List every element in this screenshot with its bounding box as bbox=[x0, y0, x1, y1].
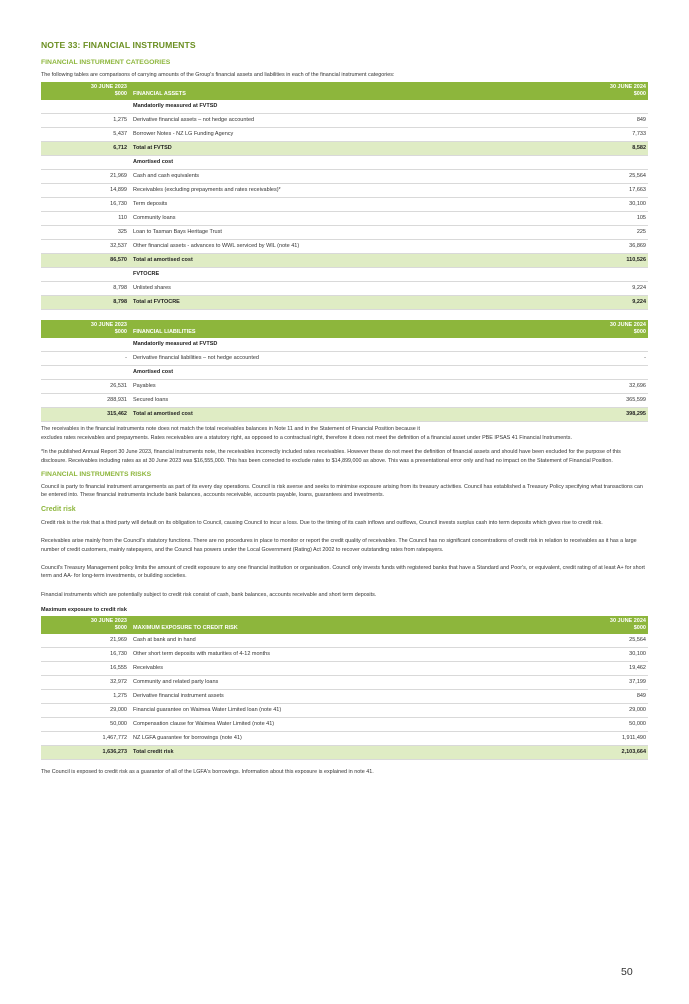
cell-label: Amortised cost bbox=[129, 156, 578, 170]
cell-label: Other short term deposits with maturities of 4-12 months bbox=[129, 648, 578, 662]
cell-current: 398,295 bbox=[578, 408, 648, 422]
cell-prior: 1,275 bbox=[41, 690, 129, 704]
table-row bbox=[41, 240, 648, 254]
credit-exposure-body bbox=[41, 634, 648, 760]
cell-current: 29,000 bbox=[578, 704, 648, 718]
table-row bbox=[41, 198, 648, 212]
cell-prior: 16,730 bbox=[41, 198, 129, 212]
cell-prior bbox=[41, 268, 129, 282]
table-row bbox=[41, 704, 648, 718]
cell-prior: 5,437 bbox=[41, 128, 129, 142]
cell-label: Cash at bank and in hand bbox=[129, 634, 578, 648]
cell-current: 9,224 bbox=[578, 296, 648, 310]
cell-current: 17,663 bbox=[578, 184, 648, 198]
total-row bbox=[41, 142, 648, 156]
cell-label: Other financial assets - advances to WWL serviced by WIL (note 41) bbox=[129, 240, 578, 254]
table-row bbox=[41, 662, 648, 676]
cell-label: Total at amortised cost bbox=[129, 408, 578, 422]
col-header-current bbox=[578, 320, 648, 338]
cell-label: Total at FVTSD bbox=[129, 142, 578, 156]
col-header-current bbox=[578, 82, 648, 100]
col-header-current-unit: $000 bbox=[633, 91, 646, 98]
cell-current: 25,564 bbox=[578, 170, 648, 184]
subheading-row bbox=[41, 366, 648, 380]
receivables-note-line1: The receivables in the financial instruments note does not match the total receivables balances in Note 11 and in the Statement of Financial Position because it bbox=[41, 426, 420, 433]
cell-prior bbox=[41, 156, 129, 170]
table-row bbox=[41, 184, 648, 198]
asterisk-note: *In the published Annual Report 30 June 2023, financial instruments note, the receivables incorrectly included rates receivables. However these do not meet the definition of financial assets and should have been excluded for the purpose of this disclosure. Receivables including rates as at 30 June 2023 was $16,555,000. This has been corrected to exclude rates to $14,899,000 as above. This was a presentational error only and had no impact on the Statement of Financial Position. bbox=[41, 449, 621, 464]
cell-prior: 1,636,273 bbox=[41, 746, 129, 760]
cell-label: Total credit risk bbox=[129, 746, 578, 760]
table-row bbox=[41, 394, 648, 408]
cell-label: Compensation clause for Waimea Water Limited (note 41) bbox=[129, 718, 578, 732]
cell-current: 105 bbox=[578, 212, 648, 226]
financial-liabilities-body bbox=[41, 338, 648, 422]
credit-risk-title: Credit risk bbox=[41, 505, 76, 513]
cell-label: Total at amortised cost bbox=[129, 254, 578, 268]
col-header-prior-year: 30 JUNE 2023 bbox=[90, 322, 127, 329]
table-row bbox=[41, 352, 648, 366]
table-row bbox=[41, 128, 648, 142]
cell-current: 50,000 bbox=[578, 718, 648, 732]
cell-label: Unlisted shares bbox=[129, 282, 578, 296]
total-row bbox=[41, 296, 648, 310]
cell-current: 2,103,664 bbox=[578, 746, 648, 760]
table-row bbox=[41, 380, 648, 394]
col-header-prior-unit: $000 bbox=[114, 91, 127, 98]
table-row bbox=[41, 114, 648, 128]
cell-label: Borrower Notes - NZ LG Funding Agency bbox=[129, 128, 578, 142]
document-page bbox=[41, 40, 648, 783]
credit-risk-para2: Receivables arise mainly from the Council's statutory functions. There are no procedures in place to monitor or report the credit quality of receivables. The Council has no significant concentrations of credit risk in relation to receivables as it has a large number of credit customers, mainly ratepayers, and the Council has powers under the Local Government (Rating) Act 2002 to recover outstanding rates from ratepayers. bbox=[41, 538, 637, 553]
cell-current: 849 bbox=[578, 690, 648, 704]
col-header-current-year: 30 JUNE 2024 bbox=[609, 322, 646, 329]
col-header-label: FINANCIAL LIABILITIES bbox=[133, 329, 196, 336]
cell-current: 8,582 bbox=[578, 142, 648, 156]
cell-current: 849 bbox=[578, 114, 648, 128]
cell-prior: - bbox=[41, 352, 129, 366]
cell-label: Total at FVTOCRE bbox=[129, 296, 578, 310]
table-row bbox=[41, 634, 648, 648]
subheading-row bbox=[41, 156, 648, 170]
cell-current: 7,733 bbox=[578, 128, 648, 142]
cell-label: Derivative financial instrument assets bbox=[129, 690, 578, 704]
cell-current: 37,199 bbox=[578, 676, 648, 690]
credit-risk-para3: Council's Treasury Management policy limits the amount of credit exposure to any one financial institution or organisation. Council only invests funds with registered banks that have a Standard and Poor's, or equivalent, credit rating of at least A+ for short term and AA- for long-term investments, or building societies. bbox=[41, 565, 645, 580]
cell-label: Receivables bbox=[129, 662, 578, 676]
cell-prior: 8,798 bbox=[41, 282, 129, 296]
note-title: NOTE 33: FINANCIAL INSTRUMENTS bbox=[41, 40, 196, 50]
cell-prior: 32,537 bbox=[41, 240, 129, 254]
cell-label: Community loans bbox=[129, 212, 578, 226]
cell-prior: 16,555 bbox=[41, 662, 129, 676]
cell-prior bbox=[41, 100, 129, 114]
credit-risk-para1: Credit risk is the risk that a third party will default on its obligation to Council, causing Council to incur a loss. Due to the timing of its cash inflows and outflows, Council invests surplus cash into term deposits which gives rise to credit risk. bbox=[41, 519, 603, 526]
total-row bbox=[41, 746, 648, 760]
cell-label: Derivative financial assets – not hedge accounted bbox=[129, 114, 578, 128]
subheading-row bbox=[41, 100, 648, 114]
categories-intro: The following tables are comparisons of carrying amounts of the Group's financial assets and liabilities in each of the financial instrument categories: bbox=[41, 72, 395, 78]
cell-prior bbox=[41, 366, 129, 380]
col-header-current-unit: $000 bbox=[633, 329, 646, 336]
cell-label: Term deposits bbox=[129, 198, 578, 212]
financial-liabilities-table bbox=[41, 320, 648, 422]
col-header-label: MAXIMUM EXPOSURE TO CREDIT RISK bbox=[133, 625, 238, 632]
table-row bbox=[41, 718, 648, 732]
col-header-prior-unit: $000 bbox=[114, 329, 127, 336]
subheading-row bbox=[41, 268, 648, 282]
cell-prior: 29,000 bbox=[41, 704, 129, 718]
cell-current: 32,696 bbox=[578, 380, 648, 394]
cell-label: Cash and cash equivalents bbox=[129, 170, 578, 184]
cell-prior: 32,972 bbox=[41, 676, 129, 690]
cell-label: Secured loans bbox=[129, 394, 578, 408]
cell-prior: 1,275 bbox=[41, 114, 129, 128]
cell-label: Receivables (excluding prepayments and rates receivables)* bbox=[129, 184, 578, 198]
table-row bbox=[41, 282, 648, 296]
cell-current: 9,224 bbox=[578, 282, 648, 296]
col-header-prior-unit: $000 bbox=[114, 625, 127, 632]
cell-prior: 21,969 bbox=[41, 634, 129, 648]
financial-assets-body bbox=[41, 100, 648, 310]
table-row bbox=[41, 676, 648, 690]
cell-current: 36,869 bbox=[578, 240, 648, 254]
table-row bbox=[41, 226, 648, 240]
cell-current bbox=[578, 268, 648, 282]
cell-label: FVTOCRE bbox=[129, 268, 578, 282]
cell-prior: 21,969 bbox=[41, 170, 129, 184]
table-row bbox=[41, 170, 648, 184]
credit-risk-para4: Financial instruments which are potentially subject to credit risk consist of cash, bank balances, accounts receivable and short term deposits. bbox=[41, 591, 377, 598]
table-header-row bbox=[41, 82, 648, 100]
categories-title: FINANCIAL INSTURMENT CATEGORIES bbox=[41, 59, 171, 66]
cell-current: 19,462 bbox=[578, 662, 648, 676]
cell-prior: 325 bbox=[41, 226, 129, 240]
subheading-row bbox=[41, 338, 648, 352]
col-header-current-year: 30 JUNE 2024 bbox=[609, 84, 646, 91]
cell-label: Payables bbox=[129, 380, 578, 394]
cell-current bbox=[578, 100, 648, 114]
cell-label: Derivative financial liabilities – not hedge accounted bbox=[129, 352, 578, 366]
cell-label: Mandatorily measured at FVTSD bbox=[129, 338, 578, 352]
page-number: 50 bbox=[621, 966, 633, 978]
table-row bbox=[41, 690, 648, 704]
cell-current: - bbox=[578, 352, 648, 366]
table-header-row bbox=[41, 320, 648, 338]
cell-current bbox=[578, 156, 648, 170]
cell-current: 365,599 bbox=[578, 394, 648, 408]
cell-prior: 26,531 bbox=[41, 380, 129, 394]
table-header-row bbox=[41, 616, 648, 634]
col-header-prior bbox=[41, 616, 129, 634]
cell-prior: 14,899 bbox=[41, 184, 129, 198]
col-header-prior-year: 30 JUNE 2023 bbox=[90, 618, 127, 625]
cell-label: Loan to Tasman Bays Heritage Trust bbox=[129, 226, 578, 240]
cell-current: 110,526 bbox=[578, 254, 648, 268]
table-row bbox=[41, 732, 648, 746]
total-row bbox=[41, 408, 648, 422]
cell-prior: 6,712 bbox=[41, 142, 129, 156]
cell-prior: 315,462 bbox=[41, 408, 129, 422]
risks-intro: Council is party to financial instrument arrangements as part of its every day operations. Council is risk averse and seeks to minimise exposure arising from its treasury activities. Council has established a Treasury Policy specifying what transactions can be entered into. These financial instruments include bank balances, accounts receivable, accounts payable, loans, guarantees and investments. bbox=[41, 484, 643, 499]
cell-current: 1,911,490 bbox=[578, 732, 648, 746]
col-header-current-year: 30 JUNE 2024 bbox=[609, 618, 646, 625]
cell-label: Mandatorily measured at FVTSD bbox=[129, 100, 578, 114]
total-row bbox=[41, 254, 648, 268]
financial-assets-table bbox=[41, 82, 648, 310]
cell-label: Financial guarantee on Waimea Water Limited loan (note 41) bbox=[129, 704, 578, 718]
cell-prior: 86,570 bbox=[41, 254, 129, 268]
cell-current: 30,100 bbox=[578, 198, 648, 212]
receivables-note-line2: excludes rates receivables and prepayments. Rates receivables are a statutory right, as opposed to a contractual right, therefore it does not meet the definition of a financial asset under PBE IPSAS 41 Financial Instruments. bbox=[41, 434, 572, 441]
cell-label: Amortised cost bbox=[129, 366, 578, 380]
col-header-prior bbox=[41, 320, 129, 338]
col-header-prior-year: 30 JUNE 2023 bbox=[90, 84, 127, 91]
closing-note: The Council is exposed to credit risk as a guarantor of all of the LGFA's borrowings. Information about this exposure is explained in note 41. bbox=[41, 769, 374, 776]
col-header-current bbox=[578, 616, 648, 634]
col-header-prior bbox=[41, 82, 129, 100]
cell-prior bbox=[41, 338, 129, 352]
cell-current bbox=[578, 338, 648, 352]
cell-prior: 16,730 bbox=[41, 648, 129, 662]
cell-prior: 8,798 bbox=[41, 296, 129, 310]
cell-prior: 110 bbox=[41, 212, 129, 226]
col-header-label: FINANCIAL ASSETS bbox=[133, 91, 186, 98]
credit-exposure-table bbox=[41, 616, 648, 760]
cell-prior: 288,931 bbox=[41, 394, 129, 408]
cell-current: 30,100 bbox=[578, 648, 648, 662]
cell-label: Community and related party loans bbox=[129, 676, 578, 690]
max-exposure-label: Maximum exposure to credit risk bbox=[41, 607, 127, 614]
risks-title: FINANCIAL INSTRUMENTS RISKS bbox=[41, 471, 152, 479]
cell-current bbox=[578, 366, 648, 380]
cell-current: 25,564 bbox=[578, 634, 648, 648]
cell-label: NZ LGFA guarantee for borrowings (note 41) bbox=[129, 732, 578, 746]
table-row bbox=[41, 212, 648, 226]
table-row bbox=[41, 648, 648, 662]
col-header-current-unit: $000 bbox=[633, 625, 646, 632]
cell-prior: 1,467,772 bbox=[41, 732, 129, 746]
cell-prior: 50,000 bbox=[41, 718, 129, 732]
cell-current: 225 bbox=[578, 226, 648, 240]
